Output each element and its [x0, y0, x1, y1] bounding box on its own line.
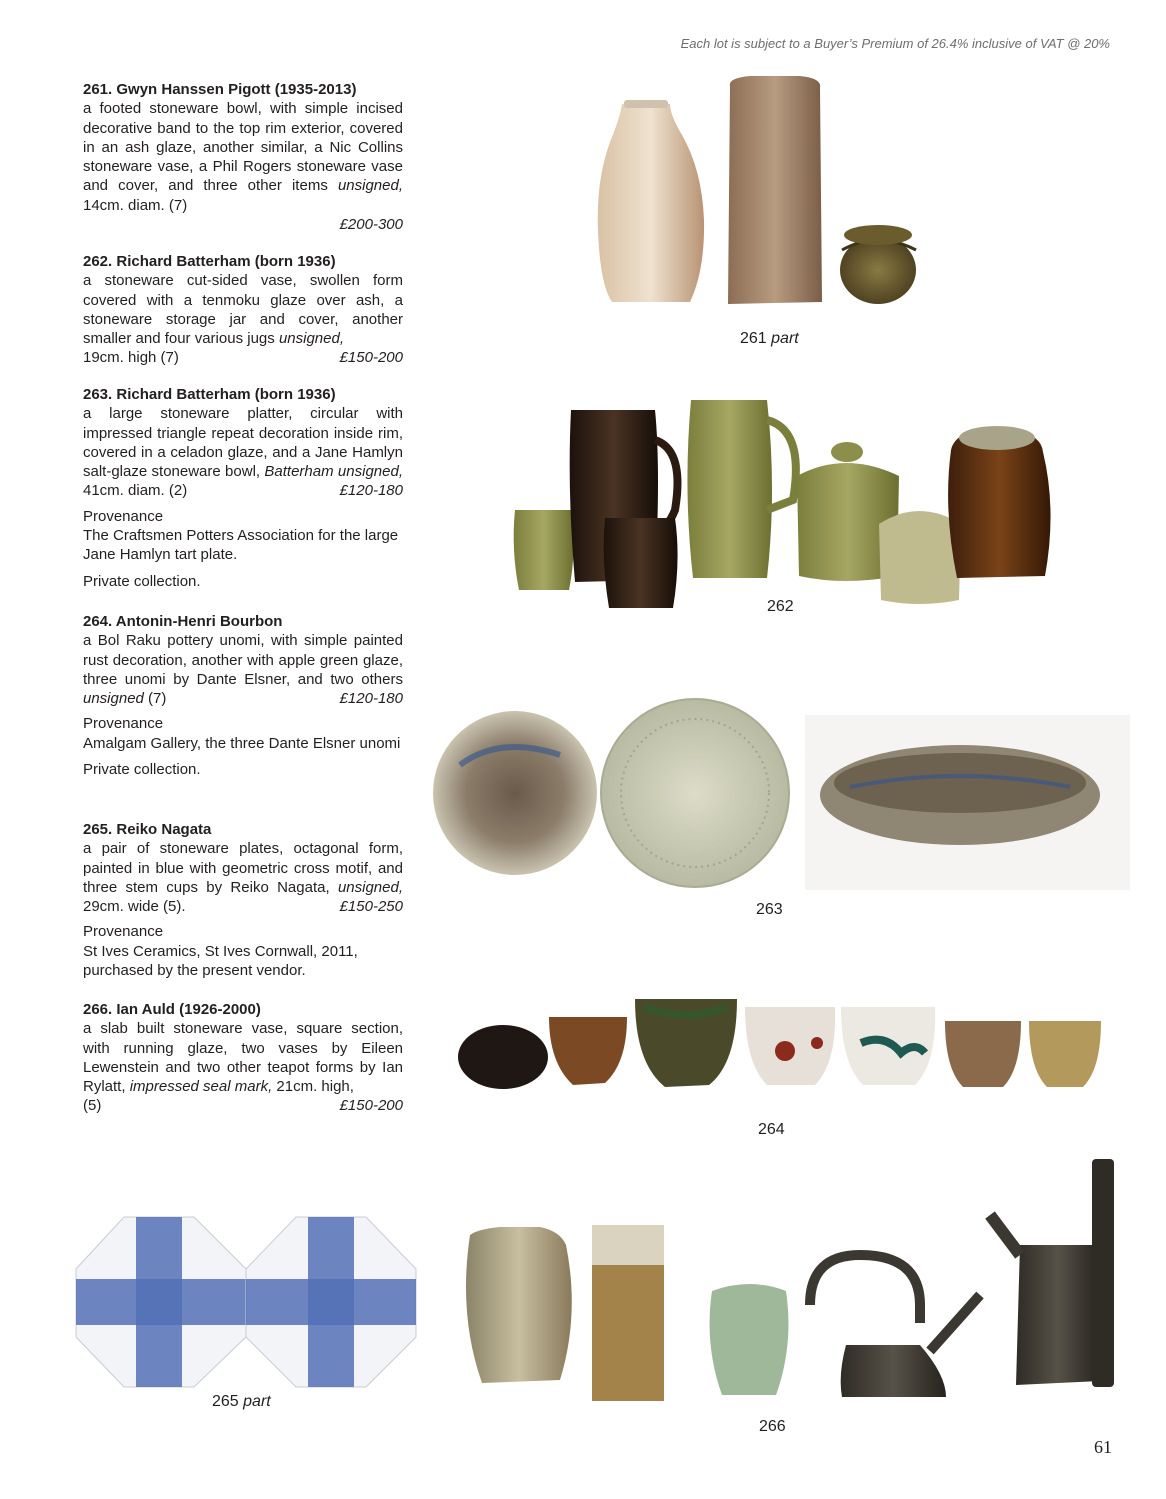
lot-261 [83, 80, 403, 234]
provenance-label: Provenance [83, 715, 164, 733]
caption-266: 266 [759, 1418, 786, 1435]
photo-lot-266 [450, 1155, 1140, 1400]
quantity: (5) [83, 1097, 102, 1115]
teapot-handle-pole [1092, 1159, 1114, 1387]
celadon-vase [710, 1284, 789, 1395]
signature-note: unsigned, [278, 330, 344, 348]
signature-note: unsigned [83, 690, 144, 708]
small-green-jug [514, 510, 574, 590]
caption-264: 264 [758, 1121, 785, 1138]
photo-lot-262 [505, 390, 1065, 610]
bottle-vase [598, 104, 704, 302]
small-tenmoku-jug [604, 518, 678, 608]
caption-263: 263 [756, 901, 783, 918]
lot-description: a large stoneware platter, circular with impressed triangle repeat decoration inside rim, covered in a celadon glaze, and a Jane Hamlyn salt-glaze stoneware bowl, Batterham unsigned, 41cm. diam. (2) £120-180 [83, 405, 403, 500]
dimensions: 19cm. high (7) [83, 349, 179, 367]
caption-262: 262 [767, 598, 794, 615]
lot-title: 266. Ian Auld (1926-2000) [83, 1001, 261, 1018]
page-number: 61 [1094, 1437, 1112, 1457]
lewenstein-vase [466, 1227, 572, 1383]
rust-unomi [549, 1017, 627, 1085]
celadon-platter [601, 699, 789, 887]
photo-lot-265 [74, 1215, 419, 1390]
signature-note: impressed seal mark, [129, 1078, 273, 1096]
estimate: £200-300 [339, 216, 403, 234]
lot-description: a pair of stoneware plates, octagonal form, painted in blue with geometric cross motif, and three stem cups by Reiko Nagata, unsigned, 29cm. wide (5). £150-250 [83, 840, 403, 916]
provenance-text: Amalgam Gallery, the three Dante Elsner unomi [83, 734, 401, 752]
caption-265: 265 part [212, 1393, 271, 1410]
provenance-text: St Ives Ceramics, St Ives Cornwall, 2011, purchased by the present vendor. [83, 942, 358, 980]
tall-teapot [1016, 1245, 1100, 1385]
estimate: £150-200 [339, 349, 403, 367]
provenance-text: The Craftsmen Potters Association for the large Jane Hamlyn tart plate. [83, 527, 399, 564]
salt-glaze-bowl [433, 711, 597, 875]
black-unomi [458, 1025, 548, 1089]
lot-title: 264. Antonin-Henri Bourbon [83, 613, 283, 630]
lot-title: 263. Richard Batterham (born 1936) [83, 386, 336, 403]
estimate: £150-200 [339, 1097, 403, 1115]
signature-note: Batterham unsigned, [264, 463, 403, 481]
bottle-neck [624, 100, 668, 108]
lot-266 [83, 1000, 403, 1116]
photo-lot-261 [590, 70, 940, 315]
lot-description: a slab built stoneware vase, square section, with running glaze, two vases by Eileen Lewenstein and two other teapot forms by Ian Rylatt, impressed seal mark, 21cm. high, [83, 1020, 403, 1096]
private-collection: Private collection. [83, 761, 201, 779]
small-brown-unomi [945, 1021, 1021, 1087]
estimate: £120-180 [339, 690, 403, 708]
lot-description: a footed stoneware bowl, with simple incised decorative band to the top rim exterior, covered in an ash glaze, another similar, a Nic Collins stoneware vase, a Phil Rogers stoneware vase and cover, and three other items unsigned, 14cm. diam. (7) [83, 100, 403, 214]
lot-title: 262. Richard Batterham (born 1936) [83, 253, 336, 270]
signature-note: unsigned, [337, 177, 403, 195]
tall-green-jug [687, 400, 772, 578]
lot-title: 265. Reiko Nagata [83, 821, 212, 838]
lot-description: a Bol Raku pottery unomi, with simple painted rust decoration, another with apple green glaze, three unomi by Dante Elsner, and two others unsigned (7) £120-180 [83, 632, 403, 708]
loop-teapot [841, 1345, 946, 1397]
lot-263 [83, 385, 403, 591]
small-covered-jar [879, 511, 961, 604]
caption-261: 261 part [740, 330, 799, 347]
estimate: £150-250 [339, 898, 403, 916]
lot-264 [83, 612, 403, 779]
provenance-label: Provenance [83, 923, 164, 941]
photo-lot-263 [430, 695, 1130, 895]
estimate: £120-180 [339, 482, 403, 500]
lot-265 [83, 820, 403, 980]
signature-note: unsigned, [337, 878, 403, 896]
cut-sided-vase [948, 428, 1050, 578]
lot-title: 261. Gwyn Hanssen Pigott (1935-2013) [83, 81, 357, 98]
private-collection: Private collection. [83, 572, 201, 590]
small-ochre-unomi [1029, 1021, 1101, 1087]
lot-262 [83, 252, 403, 368]
lot-description: a stoneware cut-sided vase, swollen form covered with a tenmoku glaze over ash, a stoneware storage jar and cover, another smaller and four various jugs unsigned, [83, 272, 403, 348]
premium-notice: Each lot is subject to a Buyer’s Premium of 26.4% inclusive of VAT @ 20% [680, 36, 1110, 51]
tall-vase [728, 76, 822, 304]
provenance-label: Provenance [83, 507, 164, 525]
photo-lot-264 [455, 993, 1105, 1093]
